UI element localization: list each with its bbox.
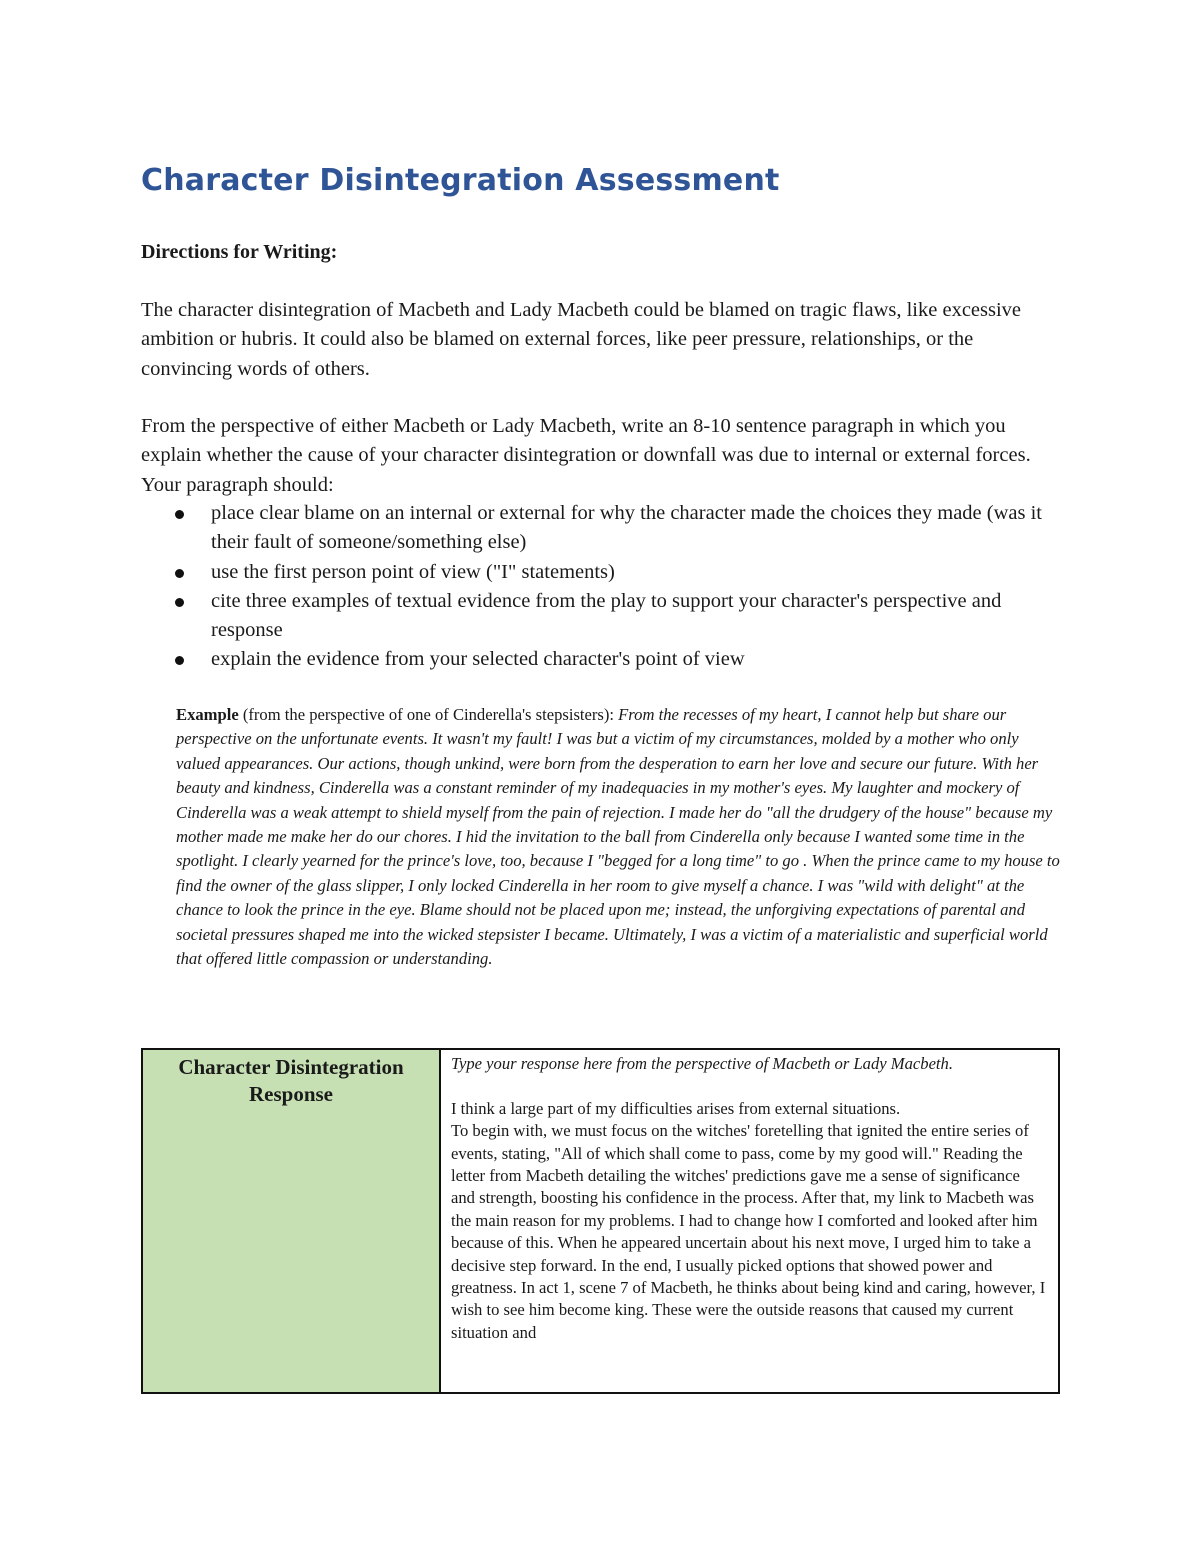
example-paragraph <box>176 703 1061 971</box>
example-label: Example <box>176 705 239 724</box>
list-item <box>141 645 1059 674</box>
list-item <box>141 558 1059 587</box>
bullet-icon <box>175 598 184 607</box>
page-title: Character Disintegration Assessment <box>141 163 780 198</box>
response-text[interactable]: I think a large part of my difficulties arises from external situations. To begin with, we must focus on the witches' foretelling that ignited the entire series of events, stating, "All of which shall come to pass, come by my good will." Reading the letter from Macbeth detailing the witches' predictions gave me a sense of significance and strength, boosting his confidence in the process. After that, my link to Macbeth was the main reason for my problems. I had to change how I comforted and looked after him because of this. When he appeared uncertain about his next move, I urged him to take a decisive step forward. In the end, I usually picked options that showed power and greatness. In act 1, scene 7 of Macbeth, he thinks about being kind and caring, however, I wish to see him become king. These were the outside reasons that caused my current situation and <box>451 1098 1046 1342</box>
response-table <box>141 1048 1060 1394</box>
bullet-icon <box>175 510 184 519</box>
bullet-icon <box>175 569 184 578</box>
bullet-icon <box>175 656 184 665</box>
response-label: Character Disintegration Response <box>178 1055 404 1106</box>
intro-paragraph: The character disintegration of Macbeth and Lady Macbeth could be blamed on tragic flaws, like excessive ambition or hubris. It could also be blamed on external forces, like peer pressure, relationships, or the convincing words of others. <box>141 299 1022 380</box>
requirement-text: explain the evidence from your selected character's point of view <box>211 648 745 671</box>
requirements-list <box>141 499 1059 675</box>
instructions-paragraph: From the perspective of either Macbeth or Lady Macbeth, write an 8-10 sentence paragraph in which you explain whether the cause of your character disintegration or downfall was due to internal or external forces. Your paragraph should: <box>141 415 1031 496</box>
requirement-text: use the first person point of view ("I" statements) <box>211 560 615 583</box>
directions-heading: Directions for Writing: <box>141 241 338 263</box>
response-input-cell[interactable] <box>441 1050 1058 1392</box>
response-label-cell <box>143 1050 441 1392</box>
example-text: From the recesses of my heart, I cannot help but share our perspective on the unfortunate events. It wasn't my fault! I was but a victim of my circumstances, molded by a mother who only valued appearances. Our actions, though unkind, were born from the desperation to earn her love and secure our future. With her beauty and kindness, Cinderella was a constant reminder of my inadequacies in my mother's eyes. My laughter and mockery of Cinderella was a weak attempt to shield myself from the pain of rejection. I made her do "all the drudgery of the house" because my mother made me make her do our chores. I hid the invitation to the ball from Cinderella only because I wanted some time in the spotlight. I clearly yearned for the prince's love, too, because I "begged for a long time" to go . When the prince came to my house to find the owner of the glass slipper, I only locked Cinderella in her room to give myself a chance. I was "wild with delight" at the chance to look the prince in the eye. Blame should not be placed upon me; instead, the unforgiving expectations of parental and societal pressures shaped me into the wicked stepsister I became. Ultimately, I was a victim of a materialistic and superficial world that offered little compassion or understanding. <box>176 705 1060 969</box>
example-intro: (from the perspective of one of Cinderella's stepsisters): <box>238 705 619 724</box>
requirement-text: cite three examples of textual evidence from the play to support your character's perspective and response <box>211 589 1002 642</box>
list-item <box>141 587 1059 646</box>
list-item <box>141 499 1059 558</box>
response-prompt: Type your response here from the perspective of Macbeth or Lady Macbeth. <box>451 1054 953 1073</box>
spacer <box>451 1075 1046 1097</box>
requirement-text: place clear blame on an internal or external for why the character made the choices they made (was it their fault of someone/something else) <box>211 502 1042 554</box>
